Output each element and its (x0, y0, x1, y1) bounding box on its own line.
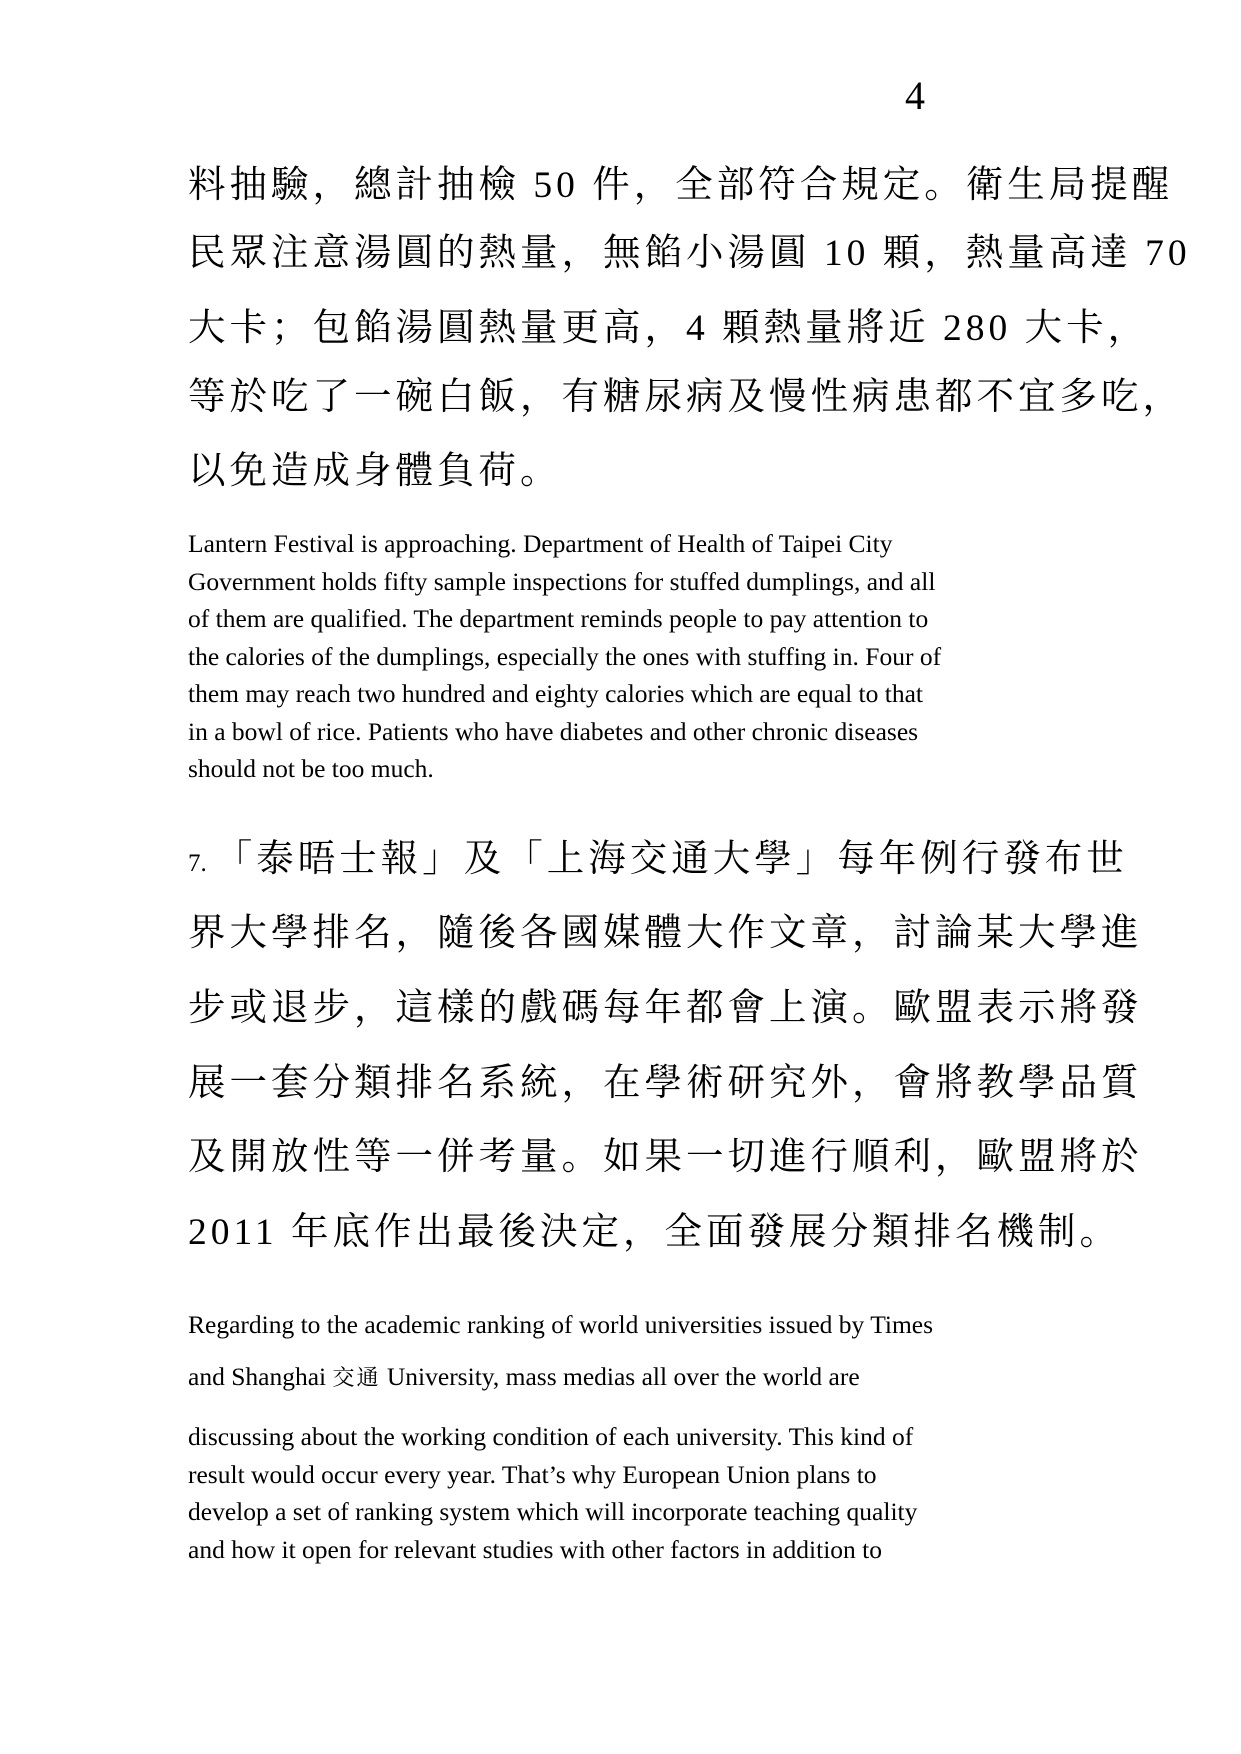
zh-line: 及開放性等一併考量。如果一切進行順利，歐盟將於 (188, 1137, 1143, 1178)
en-line: Lantern Festival is approaching. Department of Health of Taipei City (188, 529, 893, 558)
en-line: and how it open for relevant studies with other factors in addition to (188, 1534, 883, 1564)
zh-line: 大卡；包餡湯圓熱量更高，4 顆熱量將近 280 大卡， (188, 308, 1150, 349)
en-line: discussing about the working condition of each university. This kind of (188, 1422, 914, 1451)
en-line: Government holds fifty sample inspections for stuffed dumplings, and all (188, 566, 936, 596)
zh-line: 步或退步，這樣的戲碼每年都會上演。歐盟表示將發 (188, 988, 1143, 1029)
en-line: in a bowl of rice. Patients who have diabetes and other chronic diseases (188, 716, 919, 746)
en-line (188, 1358, 860, 1397)
en-paragraph-1 (188, 525, 941, 788)
en-line: of them are qualified. The department reminds people to pay attention to (188, 604, 929, 633)
zh-line: 以免造成身體負荷。 (188, 451, 562, 492)
en-line: should not be too much. (188, 754, 434, 783)
zh-line: 界大學排名，隨後各國媒體大作文章，討論某大學進 (188, 913, 1143, 954)
en-line: them may reach two hundred and eighty calories which are equal to that (188, 679, 923, 708)
zh-line (188, 840, 1128, 884)
zh-line: 2011 年底作出最後決定，全面發展分類排名機制。 (188, 1212, 1121, 1253)
en-line: develop a set of ranking system which will incorporate teaching quality (188, 1497, 918, 1526)
zh-line: 展一套分類排名系統，在學術研究外，會將教學品質 (188, 1063, 1143, 1104)
zh-line: 民眾注意湯圓的熱量，無餡小湯圓 10 顆，熱量高達 70 (188, 233, 1191, 274)
zh-line: 料抽驗，總計抽檢 50 件，全部符合規定。衛生局提醒 (188, 165, 1174, 206)
en-line-part: University, mass medias all over the world are (386, 1362, 860, 1391)
en-line: the calories of the dumplings, especially the ones with stuffing in. Four of (188, 641, 942, 671)
zh-line: 等於吃了一碗白飯，有糖尿病及慢性病患都不宜多吃， (188, 377, 1184, 418)
en-line: Regarding to the academic ranking of world universities issued by Times (188, 1310, 934, 1339)
en-line-group (188, 1418, 917, 1568)
item-number: 7. (188, 850, 207, 877)
cjk-inline-term: 交通 (332, 1365, 381, 1390)
en-line: result would occur every year. That’s why European Union plans to (188, 1459, 877, 1489)
zh-line-text: 「泰晤士報」及「上海交通大學」每年例行發布世 (214, 839, 1128, 880)
en-line-part: and Shanghai (188, 1362, 327, 1391)
page-number: 4 (905, 73, 925, 118)
